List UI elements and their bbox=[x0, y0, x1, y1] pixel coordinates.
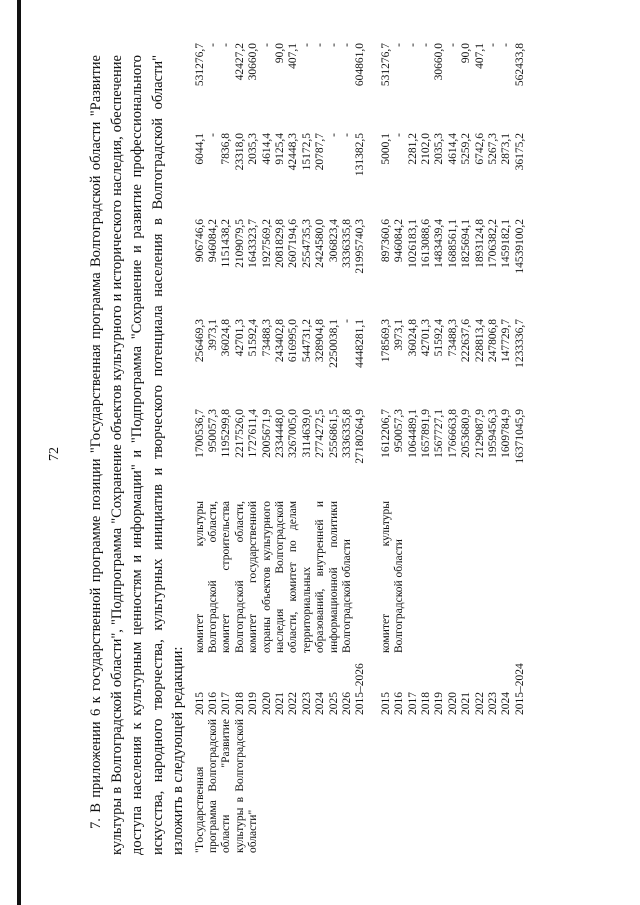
executor-cell: комитет культуры Волгоградской области, комитет строительства Волгоградской области, комитет государственной охраны объектов культурного наследия Волгоградской области, комитет по делам территориальных образований, внутренней и информационной политики Волгоградской области bbox=[193, 501, 353, 653]
reg-amount-cell: 21995740,3 bbox=[354, 219, 367, 274]
fed-amount-cell: 73488,3 bbox=[446, 319, 459, 357]
total-amount-cell: 3336335,8 bbox=[340, 409, 353, 458]
year-cell: 2015–2026 bbox=[354, 663, 367, 715]
loc-amount-cell: 131382,5 bbox=[354, 133, 367, 177]
fed-amount-cell: 3973,1 bbox=[206, 319, 219, 351]
reg-amount-cell: 946084,2 bbox=[206, 219, 219, 263]
total-amount-cell: 1959456,3 bbox=[487, 409, 500, 458]
program-name-cell: "Государственная программа Волгоградской области "Развитие культуры в Волгоградской области" bbox=[193, 719, 260, 853]
fed-amount-cell: 42701,3 bbox=[233, 319, 246, 357]
loc-amount-cell: 42448,3 bbox=[287, 133, 300, 171]
reg-amount-cell: 2424580,0 bbox=[314, 219, 327, 268]
total-amount-cell: 27180264,9 bbox=[354, 409, 367, 464]
total-amount-cell: 1195299,8 bbox=[220, 409, 233, 458]
reg-amount-cell: 1706382,2 bbox=[487, 219, 500, 268]
reg-amount-cell: 1893124,8 bbox=[473, 219, 486, 268]
extra-amount-cell: 407,1 bbox=[287, 43, 300, 69]
year-cell: 2015 bbox=[193, 692, 206, 715]
total-amount-cell: 950057,3 bbox=[206, 409, 219, 453]
total-amount-cell: 2556861,5 bbox=[327, 409, 340, 458]
reg-amount-cell: 14539100,2 bbox=[513, 219, 526, 274]
loc-amount-cell: 2281,2 bbox=[406, 133, 419, 165]
year-cell: 2018 bbox=[420, 692, 432, 715]
fed-amount-cell: 51592,4 bbox=[433, 319, 446, 357]
year-cell: 2017 bbox=[406, 692, 419, 715]
year-cell: 2024 bbox=[500, 692, 513, 715]
year-cell: 2020 bbox=[446, 692, 459, 715]
loc-amount-cell: 36175,2 bbox=[513, 133, 526, 171]
year-cell: 2020 bbox=[260, 692, 273, 715]
reg-amount-cell: 1643323,7 bbox=[247, 219, 260, 268]
year-cell: 2015–2024 bbox=[513, 663, 526, 715]
total-amount-cell: 950057,3 bbox=[393, 409, 406, 453]
year-cell: 2021 bbox=[273, 692, 286, 715]
loc-amount-cell: 2873,1 bbox=[500, 133, 513, 165]
reg-amount-cell: 306823,4 bbox=[327, 219, 340, 263]
total-amount-cell: 1766663,8 bbox=[446, 409, 459, 458]
year-cell: 2019 bbox=[247, 692, 260, 715]
year-cell: 2026 bbox=[340, 692, 353, 715]
loc-amount-cell: 4614,4 bbox=[446, 133, 459, 165]
year-cell: 2024 bbox=[314, 692, 327, 715]
total-amount-cell: 1609784,9 bbox=[500, 409, 513, 458]
extra-amount-cell: - bbox=[500, 43, 513, 47]
total-amount-cell: 1700536,7 bbox=[193, 409, 206, 458]
total-amount-cell: 2005671,9 bbox=[260, 409, 273, 458]
separator-cell bbox=[368, 41, 380, 855]
total-amount-cell: 2774272,5 bbox=[314, 409, 327, 458]
year-cell: 2025 bbox=[327, 692, 340, 715]
extra-amount-cell: 562433,8 bbox=[513, 43, 526, 87]
year-cell: 2015 bbox=[379, 692, 392, 715]
loc-amount-cell: 7836,8 bbox=[220, 133, 233, 165]
extra-amount-cell: - bbox=[487, 43, 500, 47]
extra-amount-cell: - bbox=[406, 43, 419, 47]
total-amount-cell: 3114639,0 bbox=[300, 409, 313, 458]
extra-amount-cell: - bbox=[300, 43, 313, 47]
loc-amount-cell: 2035,3 bbox=[433, 133, 446, 165]
fed-amount-cell: 256469,3 bbox=[193, 319, 206, 363]
year-cell: 2016 bbox=[206, 692, 219, 715]
total-amount-cell: 2129087,9 bbox=[473, 409, 486, 458]
year-cell: 2019 bbox=[433, 692, 446, 715]
extra-amount-cell: - bbox=[327, 43, 340, 47]
extra-amount-cell: 90,0 bbox=[460, 43, 473, 64]
total-amount-cell: 1567727,1 bbox=[433, 409, 446, 458]
fed-amount-cell: - bbox=[340, 319, 353, 323]
total-amount-cell: 2334448,0 bbox=[273, 409, 286, 458]
loc-amount-cell: - bbox=[393, 133, 406, 137]
reg-amount-cell: 2081829,8 bbox=[273, 219, 286, 268]
loc-amount-cell: 2035,3 bbox=[247, 133, 260, 165]
reg-amount-cell: 2554735,3 bbox=[300, 219, 313, 268]
program-name-cell bbox=[380, 717, 527, 855]
reg-amount-cell: 2109079,5 bbox=[233, 219, 246, 268]
reg-amount-cell: 1688561,1 bbox=[446, 219, 459, 268]
total-amount-cell: 3267005,0 bbox=[287, 409, 300, 458]
fed-amount-cell: 616995,0 bbox=[287, 319, 300, 363]
extra-amount-cell: 407,1 bbox=[473, 43, 486, 69]
extra-amount-cell: 30660,0 bbox=[247, 43, 260, 81]
extra-amount-cell: - bbox=[340, 43, 353, 47]
extra-amount-cell: 30660,0 bbox=[433, 43, 446, 81]
extra-amount-cell: 531276,7 bbox=[379, 43, 392, 87]
executor-cell: комитет культуры Волгоградской области bbox=[379, 501, 406, 653]
page-number: 72 bbox=[47, 447, 62, 461]
loc-amount-cell: 2102,0 bbox=[420, 133, 432, 165]
reg-amount-cell: 906746,6 bbox=[193, 219, 206, 263]
reg-amount-cell: 1613088,6 bbox=[420, 219, 432, 268]
total-amount-cell: 2217526,0 bbox=[233, 409, 246, 458]
reg-amount-cell: 1151438,2 bbox=[220, 219, 233, 268]
fed-amount-cell: 544731,2 bbox=[300, 319, 313, 363]
fed-amount-cell: 243402,8 bbox=[273, 319, 286, 363]
loc-amount-cell: 5267,3 bbox=[487, 133, 500, 165]
total-amount-cell: 1612206,7 bbox=[379, 409, 392, 458]
loc-amount-cell: 20787,7 bbox=[314, 133, 327, 171]
fed-amount-cell: 222637,6 bbox=[460, 319, 473, 363]
reg-amount-cell: 2607194,6 bbox=[287, 219, 300, 268]
fed-amount-cell: 36024,8 bbox=[406, 319, 419, 357]
extra-amount-cell: 531276,7 bbox=[193, 43, 206, 87]
loc-amount-cell: - bbox=[340, 133, 353, 137]
fed-amount-cell: 178569,3 bbox=[379, 319, 392, 363]
reg-amount-cell: 1483439,4 bbox=[433, 219, 446, 268]
extra-amount-cell: 90,0 bbox=[273, 43, 286, 64]
extra-amount-cell: 42427,2 bbox=[233, 43, 246, 81]
year-cell: 2023 bbox=[487, 692, 500, 715]
reg-amount-cell: 1825694,1 bbox=[460, 219, 473, 268]
year-cell: 2018 bbox=[233, 692, 246, 715]
extra-amount-cell: - bbox=[260, 43, 273, 47]
extra-amount-cell: - bbox=[420, 43, 432, 47]
paragraph-heading: 7. В приложении 6 к государственной программе позиции "Государственная программа Волгоградской области "Развитие культуры в Волгоградской области", "Подпрограмма "Сохранение объектов культурного и исторического наследия, обеспечение доступа населения к культурным ценностям и информации" и "Подпрограмма "Сохранение и развитие профессионального искусства, народного творчества, культурных инициатив и творческого потенциала населения в Волгоградской области" изложить в следующей редакции: bbox=[88, 55, 186, 855]
loc-amount-cell: 5000,1 bbox=[379, 133, 392, 165]
fed-amount-cell: 328904,8 bbox=[314, 319, 327, 363]
extra-amount-cell: - bbox=[314, 43, 327, 47]
loc-amount-cell: - bbox=[327, 133, 340, 137]
year-cell: 2022 bbox=[473, 692, 486, 715]
loc-amount-cell: 4614,4 bbox=[260, 133, 273, 165]
year-cell: 2016 bbox=[393, 692, 406, 715]
document-body bbox=[86, 43, 527, 855]
reg-amount-cell: 897360,6 bbox=[379, 219, 392, 263]
year-cell: 2022 bbox=[287, 692, 300, 715]
fed-amount-cell: 51592,4 bbox=[247, 319, 260, 357]
table-row bbox=[194, 41, 207, 855]
extra-amount-cell: - bbox=[220, 43, 233, 47]
funding-table bbox=[194, 41, 528, 855]
table-row bbox=[380, 41, 393, 855]
total-amount-cell: 1657891,9 bbox=[420, 409, 432, 458]
fed-amount-cell: 4448281,1 bbox=[354, 319, 367, 368]
total-amount-cell: 2053680,9 bbox=[460, 409, 473, 458]
extra-amount-cell: - bbox=[446, 43, 459, 47]
fed-amount-cell: 73488,3 bbox=[260, 319, 273, 357]
year-cell: 2021 bbox=[460, 692, 473, 715]
loc-amount-cell: 23318,0 bbox=[233, 133, 246, 171]
fed-amount-cell: 42701,3 bbox=[420, 319, 432, 357]
loc-amount-cell: 5259,2 bbox=[460, 133, 473, 165]
fed-amount-cell: 36024,8 bbox=[220, 319, 233, 357]
extra-amount-cell: 604861,0 bbox=[354, 43, 367, 87]
reg-amount-cell: 946084,2 bbox=[393, 219, 406, 263]
loc-amount-cell: - bbox=[206, 133, 219, 137]
block-separator bbox=[368, 41, 380, 855]
fed-amount-cell: 2250038,1 bbox=[327, 319, 340, 368]
year-cell: 2017 bbox=[220, 692, 233, 715]
reg-amount-cell: 1927569,2 bbox=[260, 219, 273, 268]
loc-amount-cell: 9125,4 bbox=[273, 133, 286, 165]
fed-amount-cell: 247806,8 bbox=[487, 319, 500, 363]
fed-amount-cell: 147729,7 bbox=[500, 319, 513, 363]
reg-amount-cell: 1026183,1 bbox=[406, 219, 419, 268]
total-amount-cell: 1064489,1 bbox=[406, 409, 419, 458]
extra-amount-cell: - bbox=[393, 43, 406, 47]
loc-amount-cell: 6044,1 bbox=[193, 133, 206, 165]
funding-table-body bbox=[194, 41, 528, 855]
total-amount-cell: 1727611,4 bbox=[247, 409, 260, 458]
fed-amount-cell: 3973,1 bbox=[393, 319, 406, 351]
loc-amount-cell: 15172,5 bbox=[300, 133, 313, 171]
year-cell: 2023 bbox=[300, 692, 313, 715]
reg-amount-cell: 3336335,8 bbox=[340, 219, 353, 268]
reg-amount-cell: 1459182,1 bbox=[500, 219, 513, 268]
fed-amount-cell: 1233336,7 bbox=[513, 319, 526, 368]
loc-amount-cell: 6742,6 bbox=[473, 133, 486, 165]
total-amount-cell: 16371045,9 bbox=[513, 409, 526, 464]
extra-amount-cell: - bbox=[206, 43, 219, 47]
fed-amount-cell: 228813,4 bbox=[473, 319, 486, 363]
